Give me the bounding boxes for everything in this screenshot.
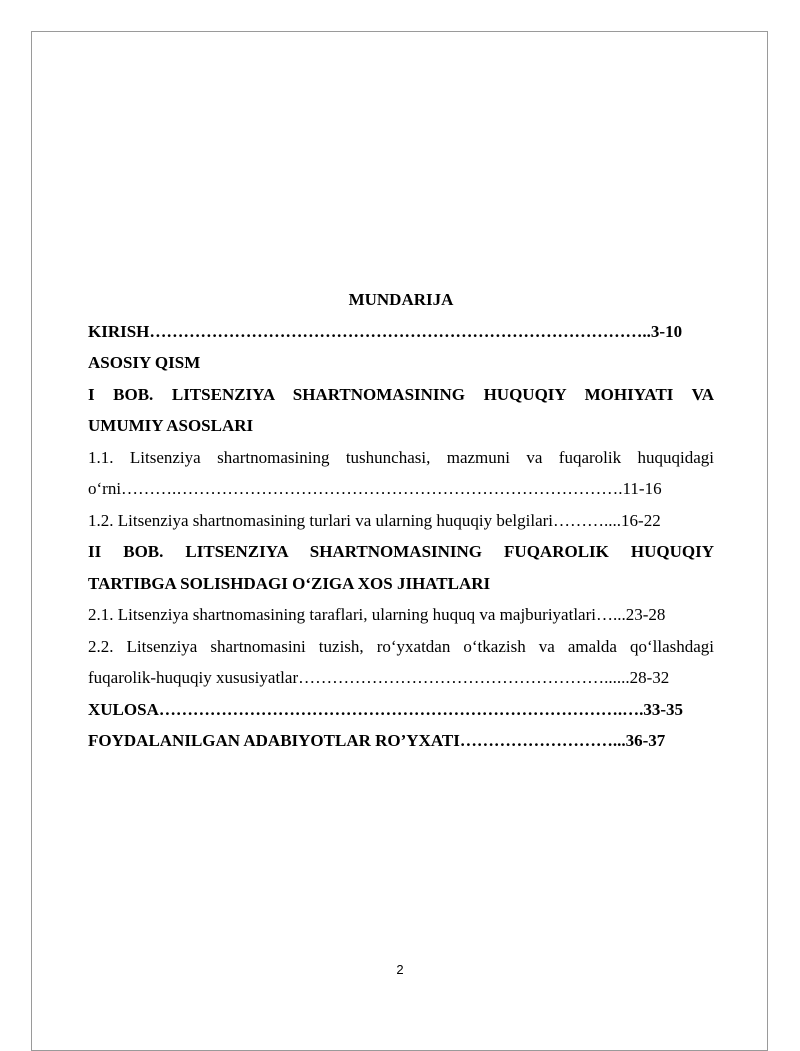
page-number: 2: [396, 962, 404, 977]
table-of-contents: [88, 284, 714, 757]
toc-entries: [88, 316, 714, 757]
toc-entry: UMUMIY ASOSLARI: [88, 416, 254, 435]
toc-entry: KIRISH……………………………………………………………………………..3-10: [88, 321, 683, 341]
toc-entry: FOYDALANILGAN ADABIYOTLAR RO’YXATI………………………...36-37: [88, 731, 666, 750]
toc-entry: II BOB. LITSENZIYA SHARTNOMASINING FUQAROLIK HUQUQIY: [88, 542, 714, 561]
toc-entry: 1.2. Litsenziya shartnomasining turlari va ularning huquqiy belgilari………....16-22: [88, 510, 661, 530]
toc-entry: fuqarolik-huquqiy xususiyatlar………………………………………………......28-32: [88, 668, 670, 687]
toc-entry: I BOB. LITSENZIYA SHARTNOMASINING HUQUQIY MOHIYATI VA: [88, 384, 714, 404]
toc-entry: 1.1. Litsenziya shartnomasining tushunchasi, mazmuni va fuqarolik huquqidagi: [88, 447, 714, 467]
toc-entry: ASOSIY QISM: [88, 353, 201, 372]
toc-entry: o‘rni……….…………………………………………………………………….11-16: [88, 479, 662, 498]
toc-entry: TARTIBGA SOLISHDAGI O‘ZIGA XOS JIHATLARI: [88, 573, 491, 593]
toc-entry: 2.2. Litsenziya shartnomasini tuzish, ro‘yxatdan o‘tkazish va amalda qo‘llashdagi: [88, 636, 714, 656]
toc-entry: 2.1. Litsenziya shartnomasining taraflari, ularning huquq va majburiyatlari…...23-28: [88, 605, 666, 624]
toc-entry: XULOSA……………………………………………………………………….….33-35: [88, 699, 684, 719]
toc-title: MUNDARIJA: [348, 290, 454, 309]
